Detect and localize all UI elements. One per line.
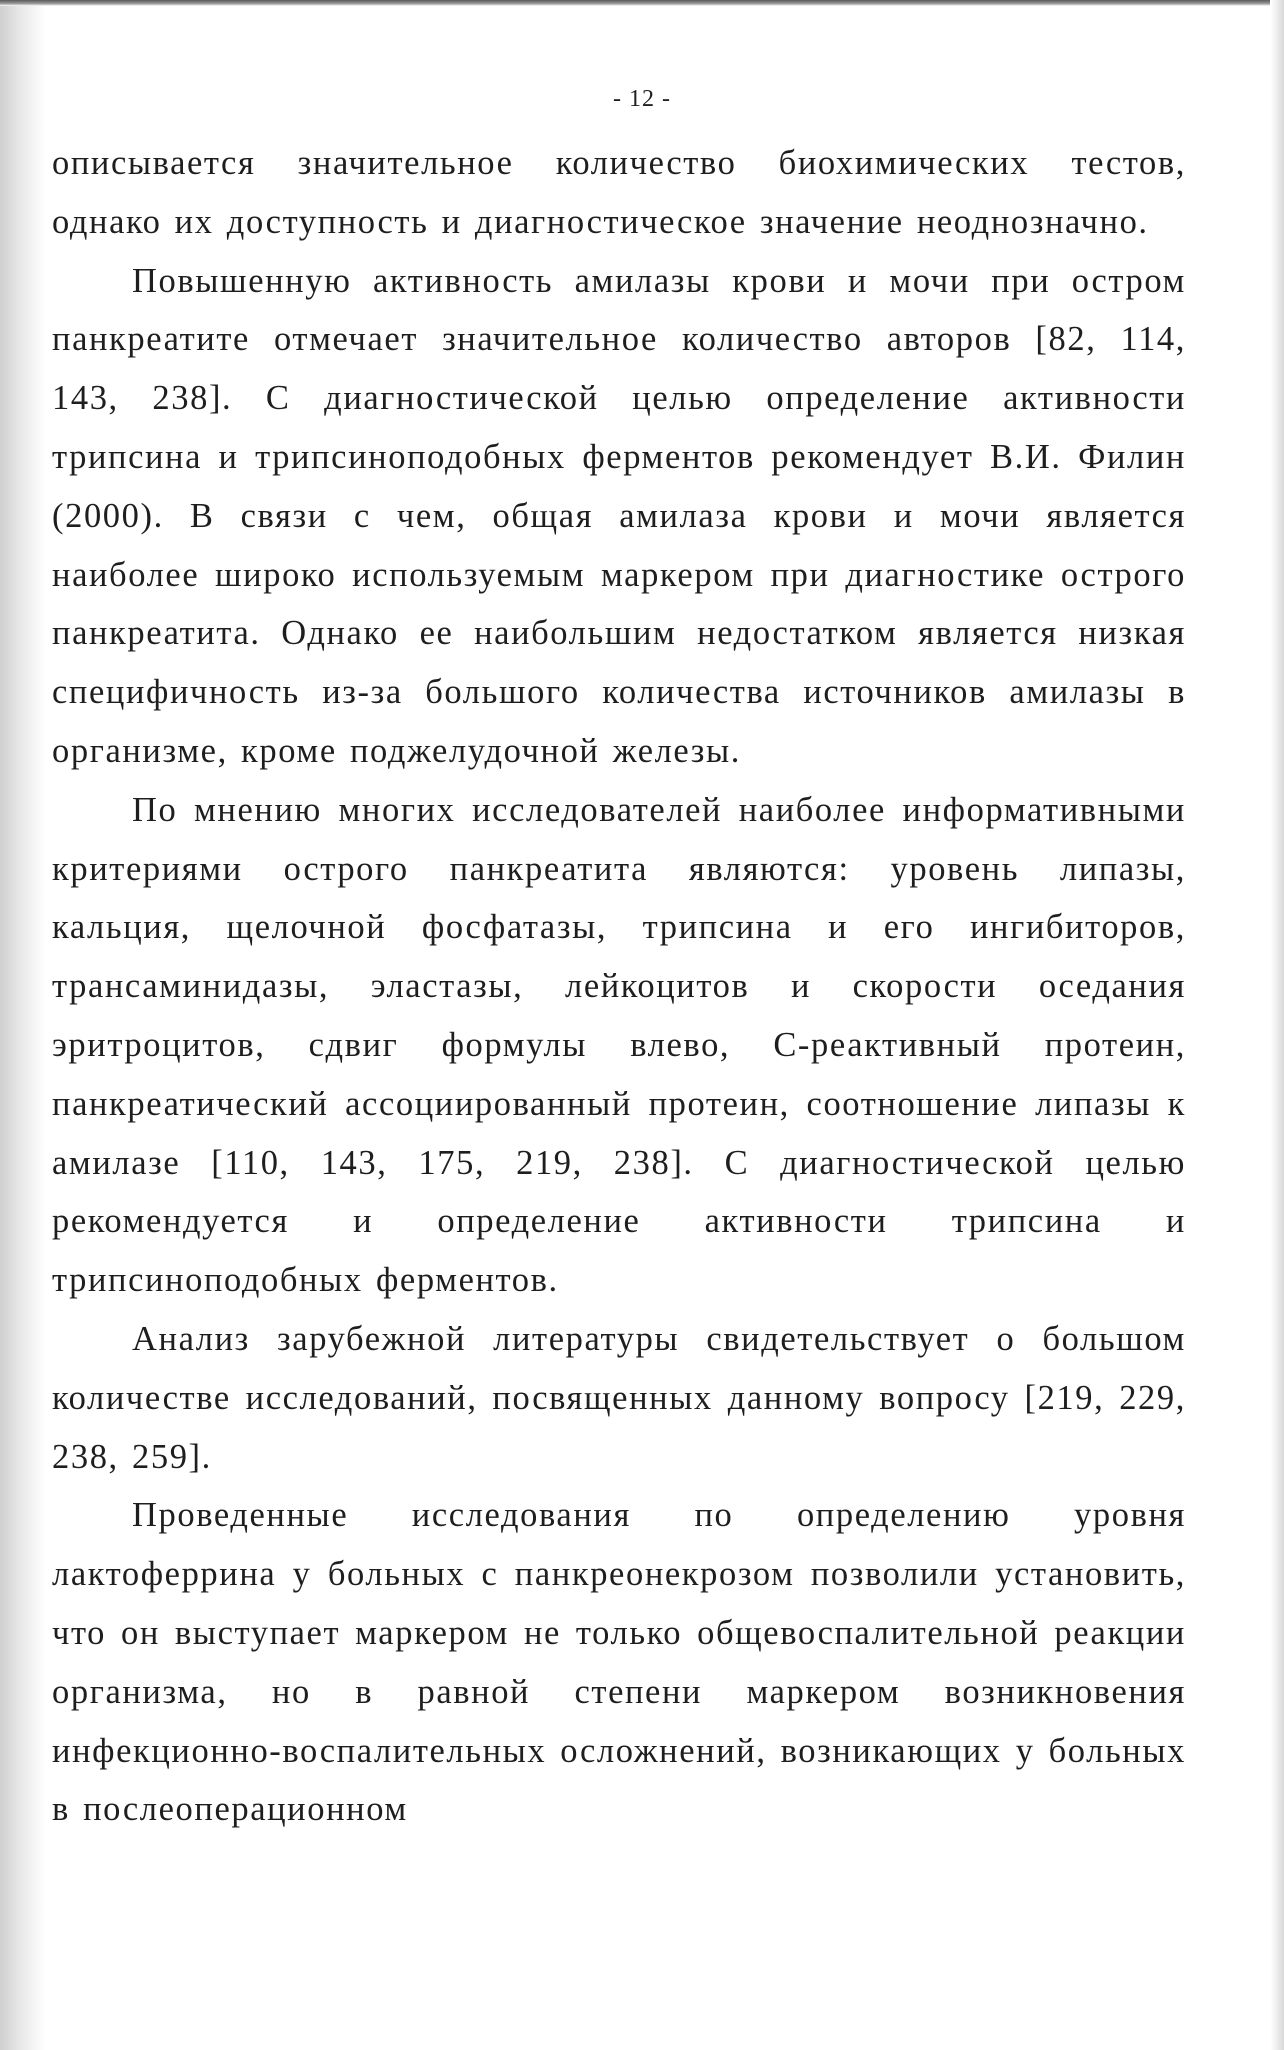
scan-top-edge [0,0,1284,6]
paragraph-foreign-literature: Анализ зарубежной литературы свидетельствует о большом количестве исследований, посвященных данному вопросу [219, 229, 238, 259]. [52,1319,1186,1476]
scan-shadow [0,0,46,2050]
page-body [52,134,1186,1839]
paragraph-amylase: Повышенную активность амилазы крови и мочи при остром панкреатите отмечает значительное количество авторов [82, 114, 143, 238]. С диагностической целью определение активности трипсина и трипсиноподобных ферментов рекомендует В.И. Филин (2000). В связи с чем, общая амилаза крови и мочи является наиболее широко используемым маркером при диагностике острого панкреатита. Однако ее наибольшим недостатком является низкая специфичность из-за большого количества источников амилазы в организме, кроме поджелудочной железы. [52,261,1186,770]
paragraph-lactoferrin: Проведенные исследования по определению уровня лактоферрина у больных с панкреонекрозом позволили установить, что он выступает маркером не только общевоспалительной реакции организма, но в равной степени маркером возникновения инфекционно-воспалительных осложнений, возникающих у больных в послеоперационном [52,1496,1186,1829]
scan-right-edge [1270,0,1284,2050]
paragraph-continuation: описывается значительное количество биохимических тестов, однако их доступность и диагностическое значение неоднозначно. [52,144,1186,241]
paragraph-criteria: По мнению многих исследователей наиболее информативными критериями острого панкреатита являются: уровень липазы, кальция, щелочной фосфатазы, трипсина и его ингибиторов, трансаминидазы, эластазы, лейкоцитов и скорости оседания эритроцитов, сдвиг формулы влево, С-реактивный протеин, панкреатический ассоциированный протеин, соотношение липазы к амилазе [110, 143, 175, 219, 238]. С диагностической целью рекомендуется и определение активности трипсина и трипсиноподобных ферментов. [52,790,1186,1300]
page-number: - 12 - [613,86,671,112]
